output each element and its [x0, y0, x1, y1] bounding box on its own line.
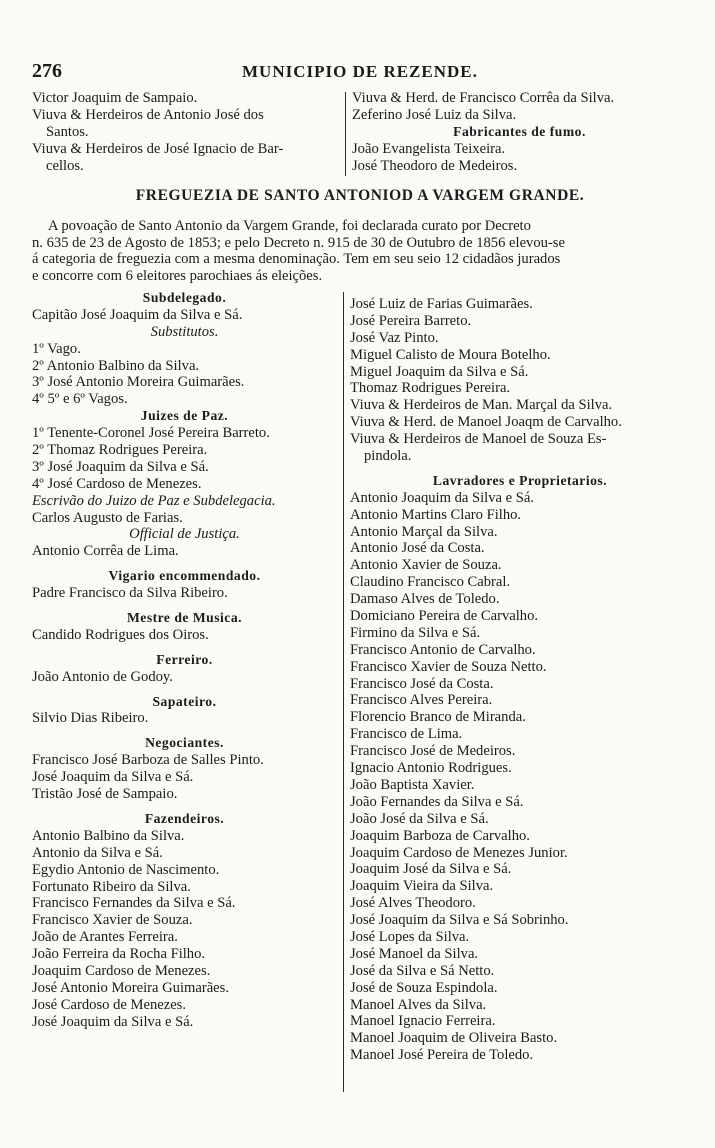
list-item: Viuva & Herdeiros de Man. Marçal da Silva. — [350, 397, 613, 414]
list-item: Joaquim Cardoso de Menezes. — [32, 962, 211, 979]
list-item: Francisco José de Medeiros. — [350, 743, 516, 760]
list-item: João Antonio de Godoy. — [32, 668, 173, 685]
list-item: José Alves Theodoro. — [350, 895, 476, 912]
list-item: Antonio Joaquim da Silva e Sá. — [350, 489, 535, 506]
list-item: José da Silva e Sá Netto. — [350, 962, 495, 979]
list-item: Antonio Corrêa de Lima. — [32, 543, 179, 560]
list-item: Manoel Alves da Silva. — [350, 996, 487, 1013]
section-heading: Mestre de Musica. — [126, 610, 243, 626]
paragraph-line: n. 635 de 23 de Agosto de 1853; e pelo Decreto n. 915 de 30 de Outubro de 1856 elevou-se — [32, 234, 565, 251]
list-item: 4º 5º e 6º Vagos. — [32, 391, 128, 408]
list-item: Antonio Martins Claro Filho. — [350, 506, 522, 523]
list-item: Damaso Alves de Toledo. — [350, 591, 500, 608]
list-item: 3º José Antonio Moreira Guimarães. — [32, 374, 245, 391]
paragraph-line: e concorre com 6 eleitores parochiaes ás eleições. — [32, 267, 323, 284]
list-item: Manoel Joaquim de Oliveira Basto. — [350, 1030, 558, 1047]
section-heading: Ferreiro. — [156, 651, 213, 667]
list-item: Victor Joaquim de Sampaio. — [32, 90, 198, 106]
list-item: Viuva & Herdeiros de Antonio José dos — [32, 106, 264, 123]
list-item: Joaquim José da Silva e Sá. — [350, 861, 512, 878]
list-item: Silvio Dias Ribeiro. — [32, 710, 149, 727]
section-heading: Fazendeiros. — [144, 810, 225, 826]
column-divider-main — [343, 292, 344, 1092]
list-item: Viuva & Herdeiros de José Ignacio de Bar- — [32, 140, 284, 157]
top-left-list — [32, 90, 342, 174]
list-item: Egydio Antonio de Nascimento. — [32, 861, 220, 878]
list-item: Joaquim Cardoso de Menezes Junior. — [350, 844, 568, 861]
list-item: Antonio Xavier de Souza. — [350, 557, 502, 574]
running-title: MUNICIPIO DE REZENDE. — [242, 62, 478, 81]
section-heading: Official de Justiça. — [129, 526, 240, 543]
list-item: João Baptista Xavier. — [350, 776, 475, 793]
list-item: João Ferreira da Rocha Filho. — [32, 946, 206, 963]
list-item: José Theodoro de Medeiros. — [352, 157, 518, 174]
section-heading: Negociantes. — [145, 735, 224, 751]
section-heading: Subdelegado. — [142, 290, 227, 305]
top-right-list — [352, 90, 687, 174]
list-item: Fortunato Ribeiro da Silva. — [32, 878, 191, 895]
list-item: Antonio Marçal da Silva. — [350, 523, 498, 540]
intro-paragraph — [32, 218, 684, 284]
list-item: Tristão José de Sampaio. — [32, 786, 178, 803]
list-item: Candido Rodrigues dos Oiros. — [32, 626, 209, 643]
list-item: Capitão José Joaquim da Silva e Sá. — [32, 306, 243, 323]
list-item: Miguel Calisto de Moura Botelho. — [350, 346, 551, 363]
list-item: Joaquim Barboza de Carvalho. — [350, 827, 530, 844]
list-item: José Antonio Moreira Guimarães. — [32, 979, 229, 996]
list-item: José Vaz Pinto. — [350, 329, 439, 346]
list-item: João Fernandes da Silva e Sá. — [350, 793, 524, 810]
list-item: Francisco Alves Pereira. — [350, 692, 493, 709]
list-item: Francisco Antonio de Carvalho. — [350, 641, 536, 658]
list-item: Antonio da Silva e Sá. — [32, 844, 163, 861]
list-item: José de Souza Espindola. — [350, 979, 498, 996]
list-item: cellos. — [46, 157, 84, 174]
page-header — [32, 60, 682, 84]
list-item: Antonio Balbino da Silva. — [32, 827, 185, 844]
list-item: Francisco Fernandes da Silva e Sá. — [32, 895, 236, 912]
list-item: Zeferino José Luiz da Silva. — [352, 106, 517, 123]
column-divider-top — [345, 92, 346, 176]
list-item: José Pereira Barreto. — [350, 312, 472, 329]
list-item: José Joaquim da Silva e Sá. — [32, 1013, 194, 1030]
paragraph-line: á categoria de freguezia com a mesma denominação. Tem em seu seio 12 cidadãos jurados — [32, 251, 561, 268]
left-column — [32, 290, 337, 1031]
list-item: José Manoel da Silva. — [350, 945, 479, 962]
page-number: 276 — [32, 60, 62, 82]
section-heading: Escrivão do Juizo de Paz e Subdelegacia. — [32, 492, 276, 509]
list-item: Florencio Branco de Miranda. — [350, 709, 526, 726]
list-item: Santos. — [46, 123, 89, 140]
section-heading: Fabricantes de fumo. — [453, 123, 586, 139]
list-item: João Evangelista Teixeira. — [352, 140, 506, 157]
section-heading: Juizes de Paz. — [140, 408, 229, 424]
list-item: 2º Thomaz Rodrigues Pereira. — [32, 442, 208, 459]
list-item: Carlos Augusto de Farias. — [32, 509, 183, 526]
list-item: Viuva & Herdeiros de Manoel de Souza Es- — [350, 431, 607, 448]
list-item: Francisco de Lima. — [350, 726, 463, 743]
list-item: Ignacio Antonio Rodrigues. — [350, 760, 512, 777]
section-heading: Substitutos. — [150, 323, 219, 340]
list-item: Viuva & Herd. de Manoel Joaqm de Carvalho. — [350, 414, 622, 431]
paragraph-line: A povoação de Santo Antonio da Vargem Grande, foi declarada curato por Decreto — [48, 218, 531, 234]
right-column — [350, 296, 690, 1064]
list-item: Manoel José Pereira de Toledo. — [350, 1047, 534, 1064]
section-heading: Sapateiro. — [152, 693, 217, 709]
list-item: 1º Tenente-Coronel José Pereira Barreto. — [32, 425, 270, 442]
list-item: Antonio José da Costa. — [350, 540, 485, 557]
section-title: FREGUEZIA DE SANTO ANTONIOD A VARGEM GRANDE. — [135, 187, 585, 204]
list-item: Domiciano Pereira de Carvalho. — [350, 608, 539, 625]
list-item: 2º Antonio Balbino da Silva. — [32, 357, 200, 374]
list-item: José Lopes da Silva. — [350, 928, 470, 945]
list-item: Firmino da Silva e Sá. — [350, 624, 481, 641]
list-item: Joaquim Vieira da Silva. — [350, 878, 494, 895]
list-item: 4º José Cardoso de Menezes. — [32, 475, 202, 492]
list-item: Claudino Francisco Cabral. — [350, 574, 511, 591]
list-item: João José da Silva e Sá. — [350, 810, 489, 827]
list-item: 1º Vago. — [32, 340, 81, 357]
list-item: Thomaz Rodrigues Pereira. — [350, 380, 511, 397]
list-item: José Cardoso de Menezes. — [32, 996, 187, 1013]
list-item: Francisco Xavier de Souza Netto. — [350, 658, 547, 675]
list-item: Viuva & Herd. de Francisco Corrêa da Silva. — [352, 90, 615, 106]
list-item: pindola. — [364, 448, 412, 465]
list-item: Francisco José Barboza de Salles Pinto. — [32, 752, 264, 769]
section-heading: Vigario encommendado. — [108, 568, 261, 584]
list-item: José Joaquim da Silva e Sá. — [32, 769, 194, 786]
list-item: José Joaquim da Silva e Sá Sobrinho. — [350, 912, 569, 929]
list-item: Francisco Xavier de Souza. — [32, 912, 193, 929]
section-heading: Lavradores e Proprietarios. — [432, 472, 608, 488]
list-item: Manoel Ignacio Ferreira. — [350, 1013, 496, 1030]
list-item: 3º José Joaquim da Silva e Sá. — [32, 458, 209, 475]
list-item: João de Arantes Ferreira. — [32, 929, 178, 946]
list-item: Miguel Joaquim da Silva e Sá. — [350, 363, 529, 380]
list-item: José Luiz de Farias Guimarães. — [350, 296, 533, 312]
list-item: Padre Francisco da Silva Ribeiro. — [32, 585, 228, 602]
list-item: Francisco José da Costa. — [350, 675, 494, 692]
